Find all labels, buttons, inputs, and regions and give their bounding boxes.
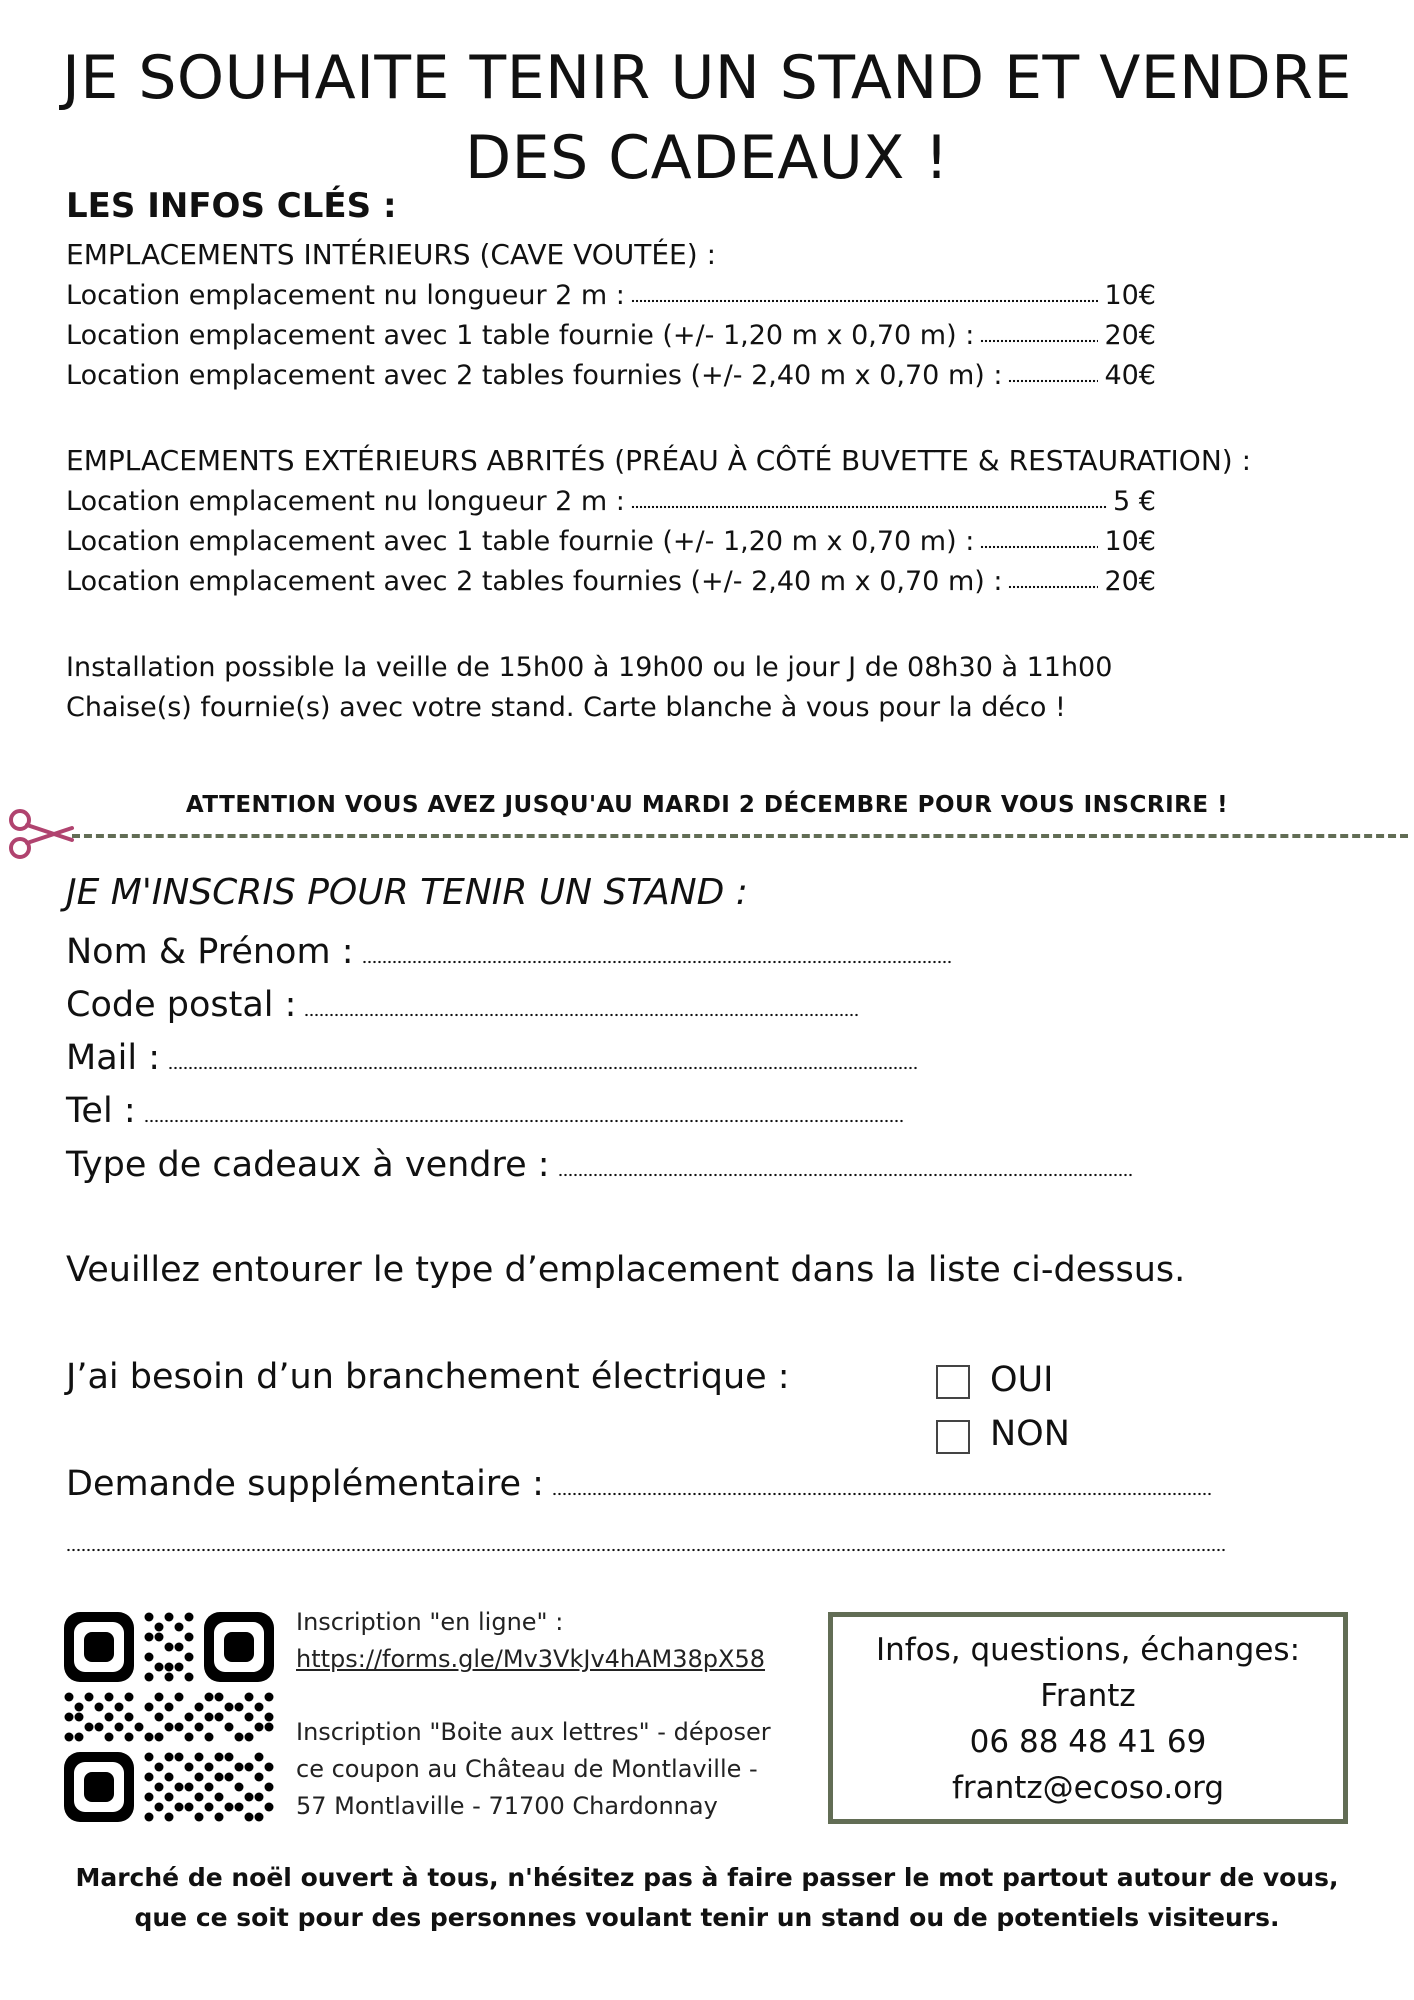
contact-name: Frantz xyxy=(1040,1678,1136,1714)
price-row-value: 40€ xyxy=(1104,360,1156,391)
footer-line2: que ce soit pour des personnes voulant tenir un stand ou de potentiels visiteurs. xyxy=(134,1903,1280,1932)
page-title-line1: JE SOUHAITE TENIR UN STAND ET VENDRE xyxy=(62,43,1352,113)
mail-label: Mail : xyxy=(66,1038,161,1078)
dot-leader xyxy=(980,545,1098,549)
chairs-info: Chaise(s) fournie(s) avec votre stand. Carte blanche à vous pour la déco ! xyxy=(66,692,1066,723)
dot-leader xyxy=(631,505,1107,509)
form-title: JE M'INSCRIS POUR TENIR UN STAND : xyxy=(66,872,748,913)
option-oui-label: OUI xyxy=(990,1360,1054,1400)
footer-note xyxy=(0,1858,1414,1938)
dot-leader xyxy=(1008,585,1098,589)
option-non-label: NON xyxy=(990,1414,1070,1454)
price-row-label: Location emplacement avec 1 table fournie (+/- 1,20 m x 0,70 m) : xyxy=(66,526,975,557)
checkbox-oui[interactable] xyxy=(936,1365,970,1399)
tel-input-line[interactable] xyxy=(144,1119,904,1123)
mailbox-signup-line2: ce coupon au Château de Montlaville - xyxy=(296,1755,758,1783)
mail-field[interactable] xyxy=(66,1038,918,1078)
electric-label: J’ai besoin d’un branchement électrique : xyxy=(66,1357,790,1397)
dot-leader xyxy=(980,339,1098,343)
qr-code-icon xyxy=(64,1612,274,1822)
extra-request-field[interactable] xyxy=(66,1464,1212,1504)
name-label: Nom & Prénom : xyxy=(66,932,354,972)
key-info-heading: LES INFOS CLÉS : xyxy=(66,186,397,226)
exterior-heading: EMPLACEMENTS EXTÉRIEURS ABRITÉS (PRÉAU À CÔTÉ BUVETTE & RESTAURATION) : xyxy=(66,444,1252,477)
price-row-label: Location emplacement avec 2 tables fournies (+/- 2,40 m x 0,70 m) : xyxy=(66,360,1003,391)
postal-code-label: Code postal : xyxy=(66,985,297,1025)
name-input-line[interactable] xyxy=(362,960,952,964)
contact-heading: Infos, questions, échanges: xyxy=(875,1632,1301,1668)
contact-box xyxy=(828,1612,1348,1824)
price-row-value: 20€ xyxy=(1104,566,1156,597)
price-row-label: Location emplacement avec 2 tables fournies (+/- 2,40 m x 0,70 m) : xyxy=(66,566,1003,597)
page-title-line2: DES CADEAUX ! xyxy=(464,123,949,193)
cut-line xyxy=(72,834,1408,838)
installation-info: Installation possible la veille de 15h00 à 19h00 ou le jour J de 08h30 à 11h00 xyxy=(66,652,1113,683)
exterior-price-row xyxy=(66,566,1156,597)
dot-leader xyxy=(631,299,1099,303)
extra-request-input-line-2[interactable] xyxy=(66,1548,1226,1552)
interior-heading: EMPLACEMENTS INTÉRIEURS (CAVE VOUTÉE) : xyxy=(66,238,717,271)
online-signup-label: Inscription "en ligne" : xyxy=(296,1608,564,1636)
gift-type-label: Type de cadeaux à vendre : xyxy=(66,1145,550,1185)
scissors-icon xyxy=(6,806,76,862)
price-row-value: 20€ xyxy=(1104,320,1156,351)
footer-line1: Marché de noël ouvert à tous, n'hésitez pas à faire passer le mot partout autour de vous, xyxy=(75,1863,1339,1892)
price-row-label: Location emplacement nu longueur 2 m : xyxy=(66,486,625,517)
price-row-value: 10€ xyxy=(1104,526,1156,557)
price-row-label: Location emplacement nu longueur 2 m : xyxy=(66,280,625,311)
tel-field[interactable] xyxy=(66,1091,904,1131)
interior-price-row xyxy=(66,320,1156,351)
mail-input-line[interactable] xyxy=(168,1066,918,1070)
exterior-price-row xyxy=(66,526,1156,557)
checkbox-non[interactable] xyxy=(936,1420,970,1454)
deadline-notice: ATTENTION VOUS AVEZ JUSQU'AU MARDI 2 DÉCEMBRE POUR VOUS INSCRIRE ! xyxy=(185,792,1229,818)
price-row-label: Location emplacement avec 1 table fournie (+/- 1,20 m x 0,70 m) : xyxy=(66,320,975,351)
online-signup-link[interactable]: https://forms.gle/Mv3VkJv4hAM38pX58 xyxy=(296,1645,766,1673)
tel-label: Tel : xyxy=(66,1091,136,1131)
extra-request-input-line[interactable] xyxy=(552,1492,1212,1496)
contact-email[interactable]: frantz@ecoso.org xyxy=(951,1770,1225,1806)
circle-instruction: Veuillez entourer le type d’emplacement dans la liste ci-dessus. xyxy=(66,1250,1186,1290)
price-row-value: 10€ xyxy=(1104,280,1156,311)
postal-code-field[interactable] xyxy=(66,985,859,1025)
gift-type-field[interactable] xyxy=(66,1145,1133,1185)
mailbox-signup-line3: 57 Montlaville - 71700 Chardonnay xyxy=(296,1792,718,1820)
name-field[interactable] xyxy=(66,932,952,972)
exterior-price-row xyxy=(66,486,1156,517)
page-title xyxy=(60,38,1354,198)
interior-price-row xyxy=(66,280,1156,311)
postal-code-input-line[interactable] xyxy=(304,1013,859,1017)
gift-type-input-line[interactable] xyxy=(558,1173,1133,1177)
dot-leader xyxy=(1008,379,1098,383)
extra-request-label: Demande supplémentaire : xyxy=(66,1464,544,1504)
mailbox-signup-line1: Inscription "Boite aux lettres" - déposer xyxy=(296,1718,771,1746)
contact-phone[interactable]: 06 88 48 41 69 xyxy=(969,1724,1207,1760)
interior-price-row xyxy=(66,360,1156,391)
price-row-value: 5 € xyxy=(1113,486,1156,517)
